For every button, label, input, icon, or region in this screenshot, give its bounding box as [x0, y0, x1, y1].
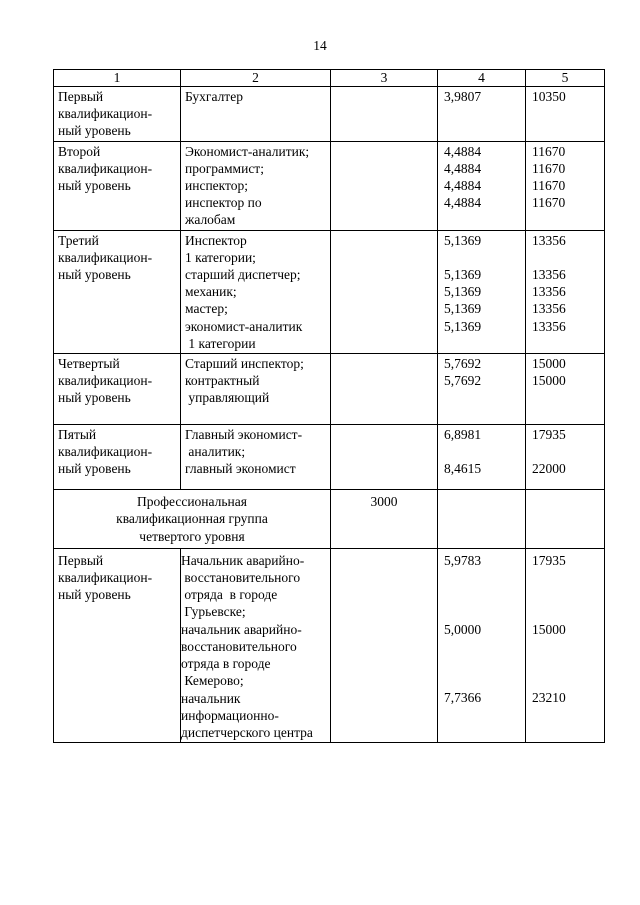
salary-value	[532, 672, 600, 689]
salary-cell	[526, 87, 605, 142]
salary-cell	[526, 548, 605, 742]
salary-value: 13356	[532, 284, 566, 300]
table-row	[54, 548, 605, 742]
coefficient-value	[444, 586, 521, 603]
qualification-level-line: Второй	[58, 143, 101, 159]
header-cell-4: 4	[438, 70, 526, 87]
position-line: восстановительного	[181, 638, 297, 654]
empty-cell	[331, 354, 438, 425]
table-row	[54, 354, 605, 425]
position-line: управляющий	[185, 390, 270, 406]
salary-value: 15000	[532, 356, 566, 372]
coefficient-value	[444, 569, 521, 586]
salary-value: 13356	[532, 301, 566, 317]
coefficient-value: 5,9783	[444, 552, 482, 568]
coefficient-cell	[438, 424, 526, 490]
qualification-level-line: ный уровень	[58, 267, 131, 283]
coefficient-value: 4,4884	[444, 160, 482, 176]
qualification-level-line: Четвертый	[58, 356, 120, 372]
salary-value	[532, 603, 600, 620]
coefficient-value: 5,1369	[444, 267, 482, 283]
empty-cell	[331, 230, 438, 353]
group-title-line: четвертого уровня	[139, 528, 245, 544]
qualification-level-line: квалификацион-	[58, 373, 153, 389]
group-base-salary-cell: 3000	[331, 490, 438, 549]
salary-value: 11670	[532, 160, 566, 176]
positions-cell	[181, 230, 331, 353]
position-line: диспетчерского центра	[181, 724, 313, 740]
qualification-level-cell	[54, 354, 181, 425]
coefficient-value: 5,1369	[444, 284, 482, 300]
salary-value: 11670	[532, 143, 566, 159]
coefficient-value: 6,8981	[444, 426, 482, 442]
salary-table	[53, 69, 605, 743]
coefficient-value	[444, 603, 521, 620]
coefficient-value: 5,1369	[444, 301, 482, 317]
coefficient-cell	[438, 548, 526, 742]
coefficient-value: 5,1369	[444, 318, 482, 334]
coefficient-value: 8,4615	[444, 461, 482, 477]
qualification-level-cell	[54, 548, 181, 742]
coefficient-value	[444, 672, 521, 689]
table-row	[54, 141, 605, 230]
qualification-level-cell	[54, 230, 181, 353]
position-line: начальник	[181, 690, 241, 706]
header-cell-5: 5	[526, 70, 605, 87]
salary-cell	[526, 230, 605, 353]
coefficient-cell	[438, 141, 526, 230]
position-line: программист;	[185, 160, 264, 176]
position-line: аналитик;	[185, 443, 246, 459]
empty-cell	[331, 87, 438, 142]
position-line: Начальник аварийно-	[181, 552, 305, 568]
salary-value: 17935	[532, 552, 566, 568]
position-line: старший диспетчер;	[185, 267, 301, 283]
group-title-cell	[54, 490, 331, 549]
position-line: начальник аварийно-	[181, 621, 302, 637]
coefficient-cell	[438, 87, 526, 142]
position-line: восстановительного	[181, 570, 301, 586]
salary-value	[532, 655, 600, 672]
coefficient-value	[444, 443, 521, 460]
position-line: инспектор;	[185, 178, 249, 194]
qualification-level-line: квалификацион-	[58, 249, 153, 265]
position-line: Инспектор	[185, 232, 247, 248]
header-row	[54, 70, 605, 87]
positions-cell	[181, 354, 331, 425]
position-line: главный экономист	[185, 461, 296, 477]
position-line: Экономист-аналитик;	[185, 143, 310, 159]
empty-cell	[438, 490, 526, 549]
salary-value: 23210	[532, 690, 566, 706]
position-line: контрактный	[185, 373, 260, 389]
salary-value: 13356	[532, 267, 566, 283]
header-cell-1: 1	[54, 70, 181, 87]
position-line: информационно-	[181, 707, 279, 723]
coefficient-value	[444, 638, 521, 655]
qualification-level-line: квалификацион-	[58, 160, 153, 176]
coefficient-value: 5,1369	[444, 232, 482, 248]
table-row	[54, 230, 605, 353]
qualification-level-cell	[54, 141, 181, 230]
position-line: отряда в городе	[181, 656, 271, 672]
qualification-level-line: квалификацион-	[58, 443, 153, 459]
salary-value	[532, 586, 600, 603]
page-number: 14	[313, 38, 327, 53]
qualification-level-line: ный уровень	[58, 587, 131, 603]
coefficient-value: 7,7366	[444, 690, 482, 706]
coefficient-value: 4,4884	[444, 178, 482, 194]
coefficient-value: 3,9807	[444, 89, 482, 104]
table-row	[54, 87, 605, 142]
coefficient-cell	[438, 354, 526, 425]
qualification-level-cell	[54, 87, 181, 142]
empty-cell	[331, 424, 438, 490]
table-row	[54, 424, 605, 490]
salary-value: 11670	[532, 178, 566, 194]
salary-cell	[526, 424, 605, 490]
header-cell-3: 3	[331, 70, 438, 87]
position-line: мастер;	[185, 301, 228, 317]
qualification-level-line: Первый	[58, 89, 104, 104]
salary-value: 15000	[532, 373, 566, 389]
positions-cell	[181, 548, 331, 742]
position-line: жалобам	[185, 212, 236, 228]
coefficient-value: 4,4884	[444, 143, 482, 159]
position-line: механик;	[185, 284, 237, 300]
positions-cell	[181, 141, 331, 230]
empty-cell	[526, 490, 605, 549]
empty-cell	[331, 548, 438, 742]
qualification-level-line: квалификацион-	[58, 570, 153, 586]
qualification-level-line: ный уровень	[58, 178, 131, 194]
salary-value: 10350	[532, 89, 566, 104]
positions-cell	[181, 87, 331, 142]
coefficient-value: 4,4884	[444, 195, 482, 211]
position-line: экономист-аналитик	[185, 318, 303, 334]
coefficient-value: 5,7692	[444, 373, 482, 389]
coefficient-value	[444, 655, 521, 672]
qualification-level-line: ный уровень	[58, 461, 131, 477]
salary-value: 13356	[532, 318, 566, 334]
salary-cell	[526, 141, 605, 230]
qualification-level-line: ный уровень	[58, 123, 131, 139]
salary-value: 13356	[532, 232, 566, 248]
qualification-level-line: Пятый	[58, 426, 97, 442]
salary-value: 11670	[532, 195, 566, 211]
salary-value: 15000	[532, 621, 566, 637]
salary-value: 17935	[532, 426, 566, 442]
qualification-level-line: Первый	[58, 552, 104, 568]
group-title-line: квалификационная группа	[116, 511, 268, 527]
position-line: Главный экономист-	[185, 426, 303, 442]
group-header-row	[54, 490, 605, 549]
position-line: Старший инспектор;	[185, 356, 304, 372]
position-line: Кемерово;	[181, 673, 244, 689]
group-title-line: Профессиональная	[137, 494, 247, 510]
salary-value	[532, 443, 600, 460]
salary-value	[532, 638, 600, 655]
positions-cell	[181, 424, 331, 490]
coefficient-value: 5,7692	[444, 356, 482, 372]
position-line: отряда в городе	[181, 587, 278, 603]
qualification-level-line: ный уровень	[58, 390, 131, 406]
salary-value: 22000	[532, 461, 566, 477]
header-cell-2: 2	[181, 70, 331, 87]
position-line: инспектор по	[185, 195, 262, 211]
salary-value	[532, 569, 600, 586]
coefficient-value: 5,0000	[444, 621, 482, 637]
empty-cell	[331, 141, 438, 230]
salary-cell	[526, 354, 605, 425]
position-line: Гурьевске;	[181, 604, 246, 620]
coefficient-cell	[438, 230, 526, 353]
salary-value	[532, 249, 600, 266]
position-line: 1 категории;	[185, 249, 256, 265]
qualification-level-line: Третий	[58, 232, 99, 248]
qualification-level-line: квалификацион-	[58, 106, 153, 122]
position-line: 1 категории	[185, 335, 256, 351]
position-line: Бухгалтер	[185, 89, 243, 104]
qualification-level-cell	[54, 424, 181, 490]
coefficient-value	[444, 249, 521, 266]
